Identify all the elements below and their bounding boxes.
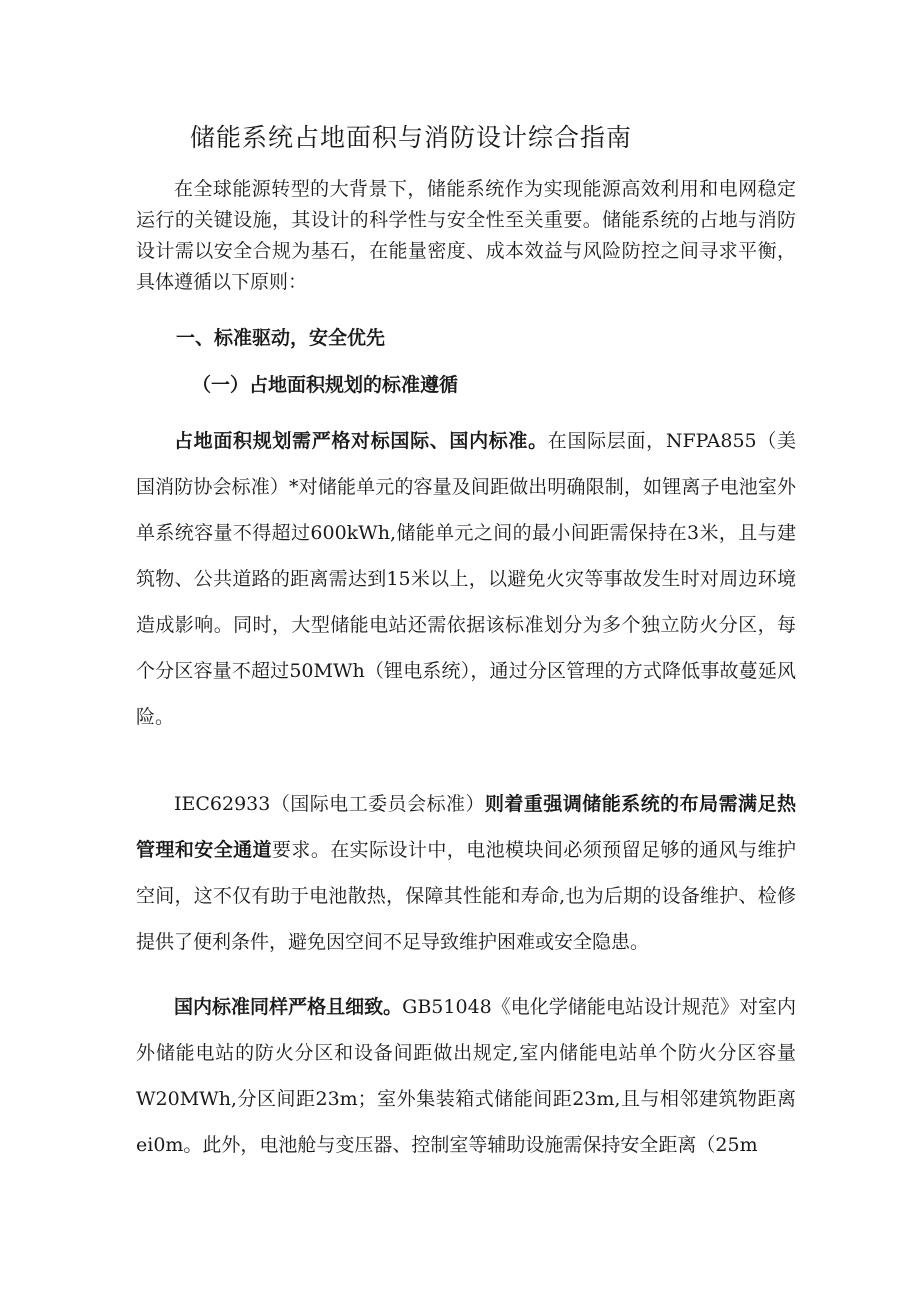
paragraph-lead: 国内标准同样严格且细致。 <box>174 996 403 1018</box>
paragraph-body: GB51048《电化学储能电站设计规范》对室内外储能电站的防火分区和设备间距做出规定,室内储能电站单个防火分区容量W20MWh,分区间距23m；室外集装箱式储能间距23m,且与相邻建筑物距离ei0m。此外，电池舱与变压器、控制室等辅助设施需保持安全距离（25m <box>136 996 796 1156</box>
paragraph-lead: 占地面积规划需严格对标国际、国内标准。 <box>174 430 548 452</box>
paragraph-area-standards <box>136 418 796 740</box>
paragraph-prefix: IEC62933（国际电工委员会标准） <box>174 793 485 815</box>
document-title: 储能系统占地面积与消防设计综合指南 <box>190 123 633 152</box>
subsection-heading: （一）占地面积规划的标准遵循 <box>192 374 459 396</box>
paragraph-body: 要求。在实际设计中，电池模块间必须预留足够的通风与维护空间，这不仅有助于电池散热，保障其性能和寿命,也为后期的设备维护、检修提供了便利条件，避免因空间不足导致维护困难或安全隐患。 <box>136 839 796 953</box>
intro-paragraph: 在全球能源转型的大背景下，储能系统作为实现能源高效利用和电网稳定运行的关键设施，其设计的科学性与安全性至关重要。储能系统的占地与消防设计需以安全合规为基石，在能量密度、成本效益与风险防控之间寻求平衡，具体遵循以下原则： <box>136 178 796 293</box>
paragraph-emphasis: 则着重强调储能系统的布局需满足热管理和安全通道 <box>136 793 796 861</box>
paragraph-domestic-standards <box>136 984 796 1168</box>
section-heading: 一、标准驱动，安全优先 <box>176 327 386 349</box>
paragraph-body: 在国际层面，NFPA855（美国消防协会标准）*对储能单元的容量及间距做出明确限制，如锂离子电池室外单系统容量不得超过600kWh,储能单元之间的最小间距需保持在3米，且与建筑物、公共道路的距离需达到15米以上，以避免火灾等事故发生时对周边环境造成影响。同时，大型储能电站还需依据该标准划分为多个独立防火分区，每个分区容量不超过50MWh（锂电系统），通过分区管理的方式降低事故蔓延风险。 <box>136 430 796 728</box>
paragraph-iec-standard <box>136 781 796 965</box>
